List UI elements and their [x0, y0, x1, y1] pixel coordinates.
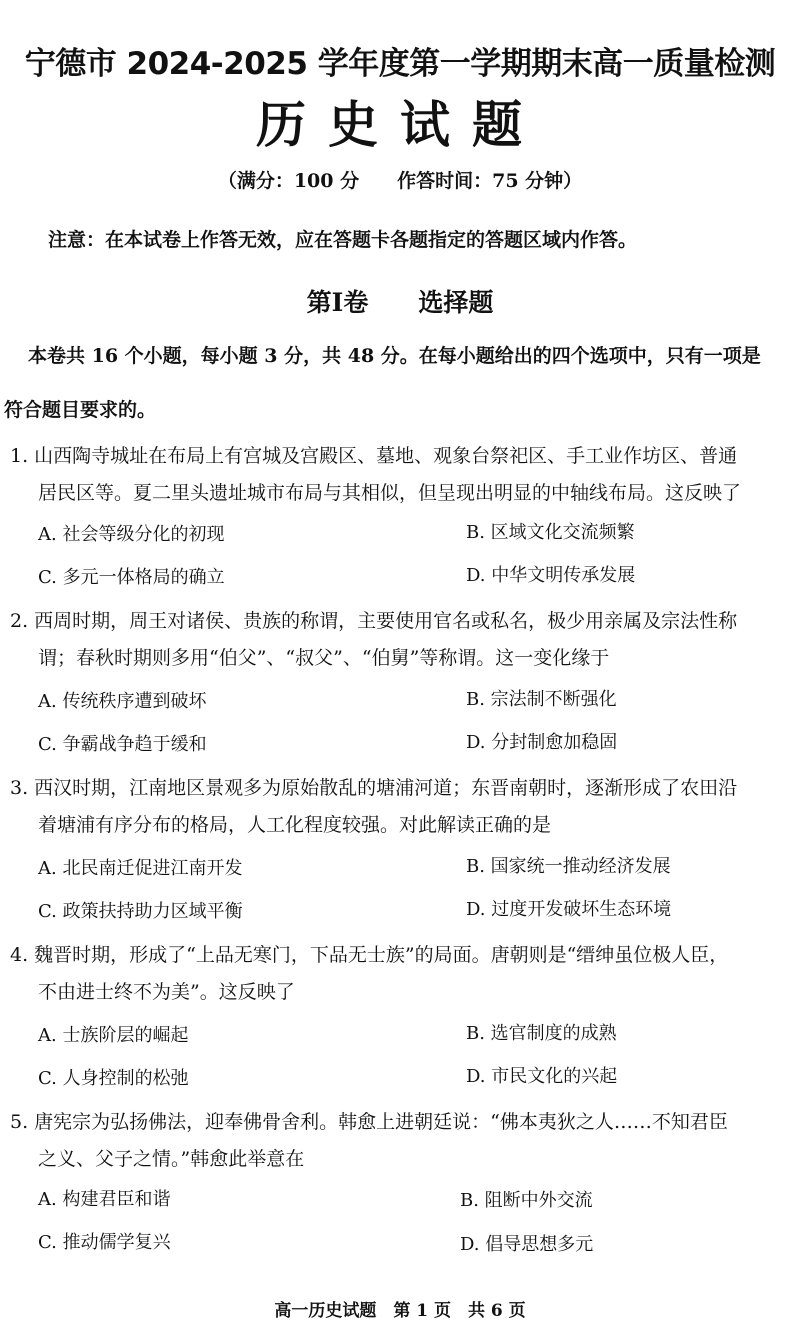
- question-1-option-c: C. 多元一体格局的确立: [38, 567, 225, 588]
- question-3-option-b: B. 国家统一推动经济发展: [466, 856, 671, 877]
- page-footer: 高一历史试题 第 1 页 共 6 页: [274, 1301, 526, 1321]
- question-5-option-a: A. 构建君臣和谐: [38, 1189, 171, 1210]
- question-2-option-d: D. 分封制愈加稳固: [466, 732, 618, 753]
- question-5-option-b: B. 阻断中外交流: [460, 1190, 593, 1211]
- exam-title: 宁德市 2024-2025 学年度第一学期期末高一质量检测: [24, 46, 776, 82]
- section-title: 第Ⅰ卷 选择题: [306, 288, 494, 317]
- question-5-line2: 之义、父子之情。”韩愈此举意在: [38, 1148, 305, 1170]
- question-1-option-d: D. 中华文明传承发展: [466, 565, 636, 586]
- question-4-option-c: C. 人身控制的松弛: [38, 1068, 189, 1089]
- question-5-option-d: D. 倡导思想多元: [460, 1234, 594, 1255]
- question-3-option-a: A. 北民南迁促进江南开发: [38, 858, 243, 879]
- question-3-option-d: D. 过度开发破坏生态环境: [466, 899, 672, 920]
- question-5-line1: 5. 唐宪宗为弘扬佛法，迎奉佛骨舍利。韩愈上进朝廷说：“佛本夷狄之人……不知君臣: [10, 1111, 728, 1133]
- question-1-option-b: B. 区域文化交流频繁: [466, 522, 635, 543]
- question-4-option-d: D. 市民文化的兴起: [466, 1066, 618, 1087]
- question-4-option-a: A. 士族阶层的崛起: [38, 1025, 189, 1046]
- exam-meta: （满分：100 分 作答时间：75 分钟）: [217, 170, 583, 192]
- question-2-option-a: A. 传统秩序遭到破坏: [38, 691, 207, 712]
- question-3-line2: 着塘浦有序分布的格局，人工化程度较强。对此解读正确的是: [38, 814, 552, 836]
- question-2-line2: 谓；春秋时期则多用“伯父”、“叔父”、“伯舅”等称谓。这一变化缘于: [38, 647, 610, 669]
- question-1-option-a: A. 社会等级分化的初现: [38, 524, 225, 545]
- question-2-line1: 2. 西周时期，周王对诸侯、贵族的称谓，主要使用官名或私名，极少用亲属及宗法性称: [10, 610, 738, 632]
- notice: 注意：在本试卷上作答无效，应在答题卡各题指定的答题区域内作答。: [48, 229, 638, 251]
- question-5-option-c: C. 推动儒学复兴: [38, 1232, 171, 1253]
- question-1-line1: 1. 山西陶寺城址在布局上有宫城及宫殿区、墓地、观象台祭祀区、手工业作坊区、普通: [10, 445, 738, 467]
- question-2-option-c: C. 争霸战争趋于缓和: [38, 734, 207, 755]
- question-4-option-b: B. 选官制度的成熟: [466, 1023, 617, 1044]
- subject-title: 历史试题: [256, 95, 544, 154]
- question-4-line2: 不由进士终不为美”。这反映了: [38, 981, 295, 1003]
- question-2-option-b: B. 宗法制不断强化: [466, 689, 617, 710]
- question-3-option-c: C. 政策扶持助力区域平衡: [38, 901, 243, 922]
- section-intro-line1: 本卷共 16 个小题，每小题 3 分，共 48 分。在每小题给出的四个选项中，只有一项是: [28, 345, 761, 367]
- question-3-line1: 3. 西汉时期，江南地区景观多为原始散乱的塘浦河道；东晋南朝时，逐渐形成了农田沿: [10, 777, 738, 799]
- section-intro-line2: 符合题目要求的。: [4, 399, 157, 421]
- question-4-line1: 4. 魏晋时期，形成了“上品无寒门，下品无士族”的局面。唐朝则是“缙绅虽位极人臣，: [10, 944, 729, 966]
- question-1-line2: 居民区等。夏二里头遗址城市布局与其相似，但呈现出明显的中轴线布局。这反映了: [38, 482, 742, 504]
